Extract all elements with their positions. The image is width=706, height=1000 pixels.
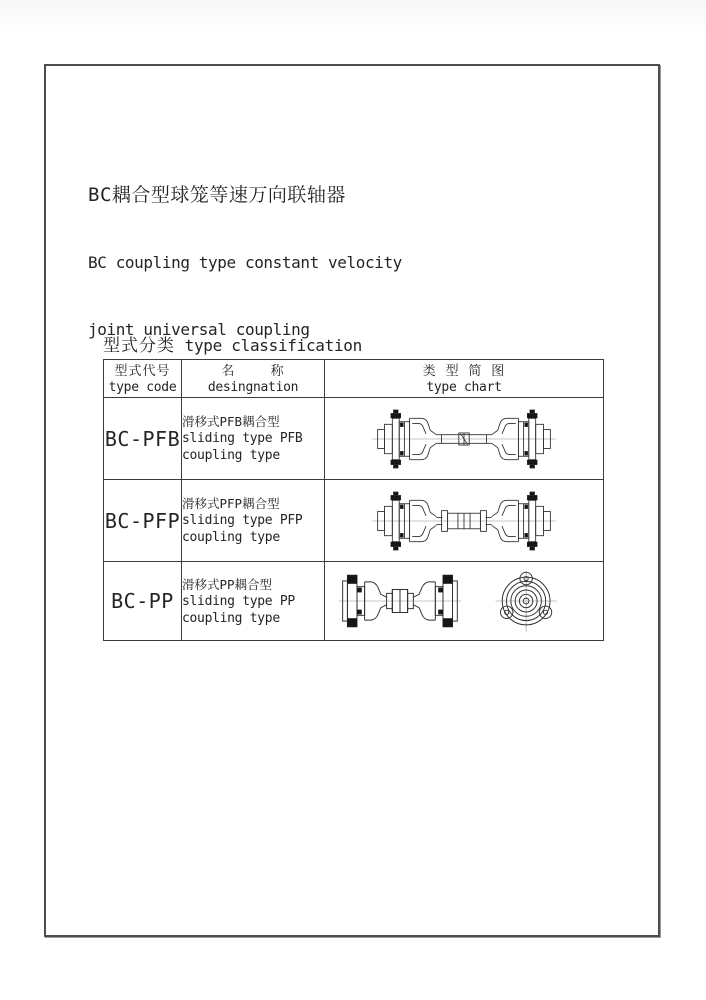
header-type-code-en: type code [108,379,177,395]
pfp-coupling-drawing-icon [369,490,559,552]
type-code-bc-pp: BC-PP [104,562,182,641]
designation-bc-pfp [182,480,325,562]
type-classification-table [103,359,604,641]
pp-coupling-end-view-icon [496,570,557,631]
type-code-bc-pfb: BC-PFB [104,398,182,480]
header-type-chart-zh: 类 型 简 图 [422,363,506,379]
title-line-english-1: BC coupling type constant velocity [88,252,402,272]
designation-bc-pfb [182,398,325,480]
designation-bc-pfp-en2: coupling type [182,530,280,545]
pp-coupling-drawing-icon [335,567,593,635]
title-line-english-2: joint universal coupling [88,320,310,339]
table-row-bc-pfp [104,480,604,562]
designation-bc-pp [182,562,325,641]
header-type-chart-en: type chart [426,379,502,395]
header-type-code-zh: 型式代号 [114,363,171,379]
header-type-code [104,360,182,398]
scan-artifact-strip [0,0,706,34]
designation-bc-pfb-zh: 滑移式PFB耦合型 [182,414,280,429]
designation-bc-pp-en1: sliding type PP [182,593,295,609]
table-row-bc-pfb [104,398,604,480]
title-line-chinese: BC耦合型球笼等速万向联轴器 [88,184,346,206]
designation-bc-pfp-en1: sliding type PFP [182,513,303,528]
type-chart-bc-pp [325,562,604,641]
header-designation [182,360,325,398]
header-designation-en: desingnation [207,379,299,395]
table-header-row [104,360,604,398]
table-row-bc-pp [104,562,604,641]
type-chart-bc-pfb [325,398,604,480]
section-heading-chinese: 型式分类 [103,336,175,356]
pfb-coupling-drawing-icon [369,408,559,470]
type-code-bc-pfp: BC-PFP [104,480,182,562]
type-chart-bc-pfp [325,480,604,562]
header-designation-zh: 名 称 [221,363,285,379]
section-heading-english: type classification [184,336,362,355]
designation-bc-pfb-en1: sliding type PFB [182,431,303,446]
designation-bc-pp-en2: coupling type [182,610,280,626]
designation-bc-pp-zh: 滑移式PP耦合型 [182,576,273,592]
designation-bc-pfp-zh: 滑移式PFP耦合型 [182,496,280,511]
header-type-chart [325,360,604,398]
designation-bc-pfb-en2: coupling type [182,448,280,463]
section-heading [103,331,362,356]
